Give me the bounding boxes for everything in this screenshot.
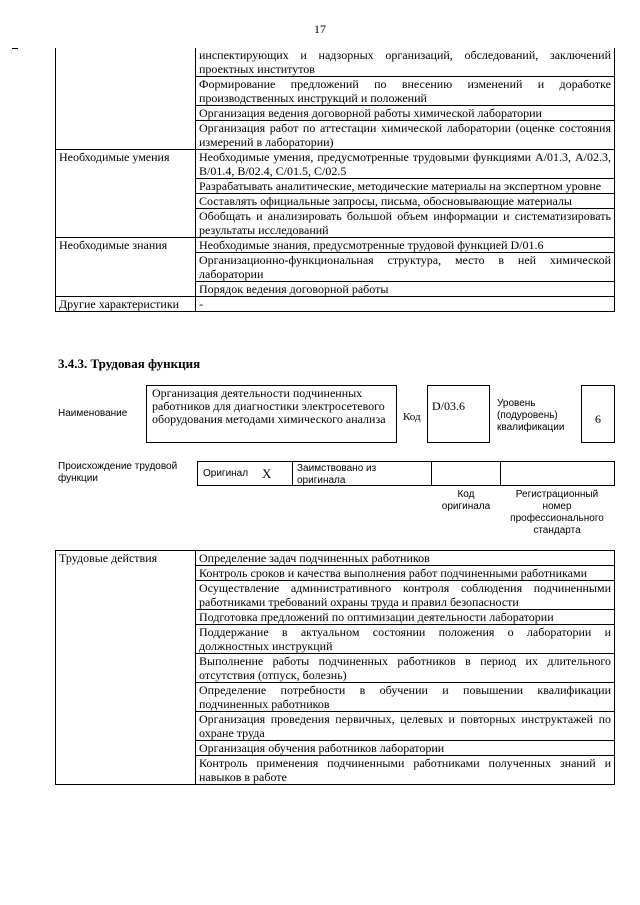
table-cell: Формирование предложений по внесению изменений и доработке производственных инструкций и положений [196, 77, 615, 106]
origin-code-box [431, 461, 501, 486]
action-item: Поддержание в актуальном состоянии положения о лаборатории и должностных инструкций [196, 625, 615, 654]
labor-actions-table [55, 550, 615, 785]
code-label: Код [403, 411, 421, 423]
table-cell: Организация ведения договорной работы химической лаборатории [196, 106, 615, 121]
name-label: Наименование [58, 408, 128, 419]
action-item: Подготовка предложений по оптимизации деятельности лаборатории [196, 610, 615, 625]
section-heading: 3.4.3. Трудовая функция [58, 356, 201, 371]
action-item: Организация проведения первичных, целевых и повторных инструктажей по охране труда [196, 712, 615, 741]
table-cell: Порядок ведения договорной работы [196, 282, 615, 297]
borrowed-label: Заимствовано из оригинала [297, 463, 377, 486]
code-box [427, 385, 490, 443]
origin-code-caption: Код оригинала [441, 489, 491, 512]
actions-label: Трудовые действия [56, 551, 196, 785]
function-code: D/03.6 [432, 399, 465, 413]
qualification-level: 6 [595, 412, 601, 426]
level-box [581, 385, 615, 443]
original-label: Оригинал [203, 468, 249, 479]
original-mark: X [262, 466, 272, 481]
action-item: Осуществление административного контроля соблюдения подчиненными работниками требований охраны труда и правил безопасности [196, 581, 615, 610]
table-cell: Обобщать и анализировать большой объем информации и систематизировать результаты исследований [196, 209, 615, 238]
function-name: Организация деятельности подчиненных работников для диагностики электросетевого оборудования методами химического анализа [152, 386, 386, 426]
action-item: Выполнение работы подчиненных работников в период их длительного отсутствия (отпуск, болезнь) [196, 654, 615, 683]
name-box [146, 385, 397, 443]
table-cell: Необходимые умения, предусмотренные трудовыми функциями А/01.3, А/02.3, В/01.4, В/02.4, С/01.5, С/02.5 [196, 150, 615, 179]
table-cell: Составлять официальные запросы, письма, обосновывающие материалы [196, 194, 615, 209]
reg-number-box [500, 461, 615, 486]
action-item: Контроль сроков и качества выполнения работ подчиненными работниками [196, 566, 615, 581]
table-cell: Организация работ по аттестации химической лаборатории (оценке состояния измерений в лаборатории) [196, 121, 615, 150]
table-cell: Организационно-функциональная структура, место в ней химической лаборатории [196, 253, 615, 282]
action-item: Организация обучения работников лаборатории [196, 741, 615, 756]
reg-number-caption: Регистрационный номер профессионального стандарта [510, 489, 604, 536]
page-number: 17 [314, 22, 326, 36]
skills-knowledge-table [55, 48, 615, 312]
action-item: Контроль применения подчиненными работниками полученных знаний и навыков в работе [196, 756, 615, 785]
table-cell: инспектирующих и надзорных организаций, обследований, заключений проектных институтов [196, 48, 615, 77]
table-cell: Разрабатывать аналитические, методические материалы на экспертном уровне [196, 179, 615, 194]
row-label [56, 48, 196, 77]
action-item: Определение задач подчиненных работников [196, 551, 615, 566]
row-label-skills: Необходимые умения [56, 150, 196, 179]
origin-label: Происхождение трудовой функции [58, 461, 178, 484]
margin-mark [12, 48, 18, 49]
row-label-knowledge: Необходимые знания [56, 238, 196, 253]
borrowed-box [292, 461, 432, 486]
table-cell: Необходимые знания, предусмотренные трудовой функцией D/01.6 [196, 238, 615, 253]
original-box [197, 461, 293, 486]
level-label: Уровень (подуровень) квалификации [497, 398, 565, 433]
row-label-other: Другие характеристики [56, 297, 196, 312]
table-cell: - [196, 297, 615, 312]
action-item: Определение потребности в обучении и повышении квалификации подчиненных работников [196, 683, 615, 712]
